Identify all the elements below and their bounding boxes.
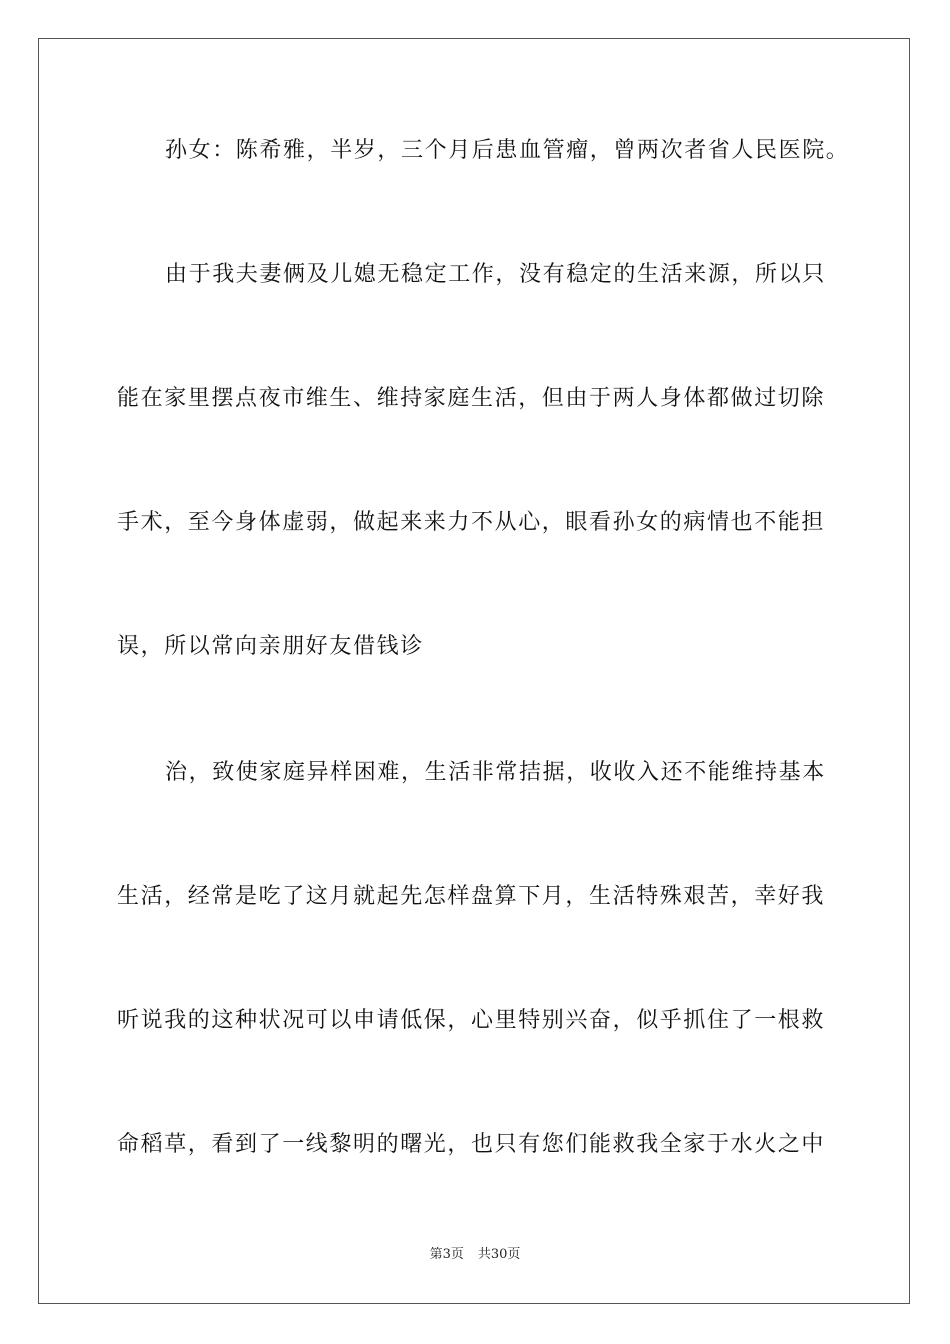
page-footer	[0, 1246, 950, 1264]
page-number: 第3页	[429, 1247, 464, 1262]
paragraph-line-1: 孙女：陈希雅，半岁，三个月后患血管瘤，曾两次者省人民医院。	[165, 138, 850, 163]
paragraph-line-8: 听说我的这种状况可以申请低保，心里特别兴奋，似乎抓住了一根救	[117, 1008, 826, 1033]
paragraph-line-7: 生活，经常是吃了这月就起先怎样盘算下月，生活特殊艰苦，幸好我	[117, 884, 826, 909]
paragraph-line-2: 由于我夫妻俩及儿媳无稳定工作，没有稳定的生活来源，所以只	[165, 262, 826, 287]
paragraph-line-4: 手术，至今身体虚弱，做起来来力不从心，眼看孙女的病情也不能担	[117, 510, 826, 535]
paragraph-line-9: 命稻草，看到了一线黎明的曙光，也只有您们能救我全家于水火之中	[117, 1132, 826, 1157]
paragraph-line-5: 误，所以常向亲朋好友借钱诊	[117, 634, 424, 659]
page-border	[38, 38, 910, 1304]
total-pages: 共30页	[477, 1247, 521, 1262]
paragraph-line-3: 能在家里摆点夜市维生、维持家庭生活，但由于两人身体都做过切除	[117, 386, 826, 411]
paragraph-line-6: 治，致使家庭异样困难，生活非常拮据，收收入还不能维持基本	[165, 760, 826, 785]
